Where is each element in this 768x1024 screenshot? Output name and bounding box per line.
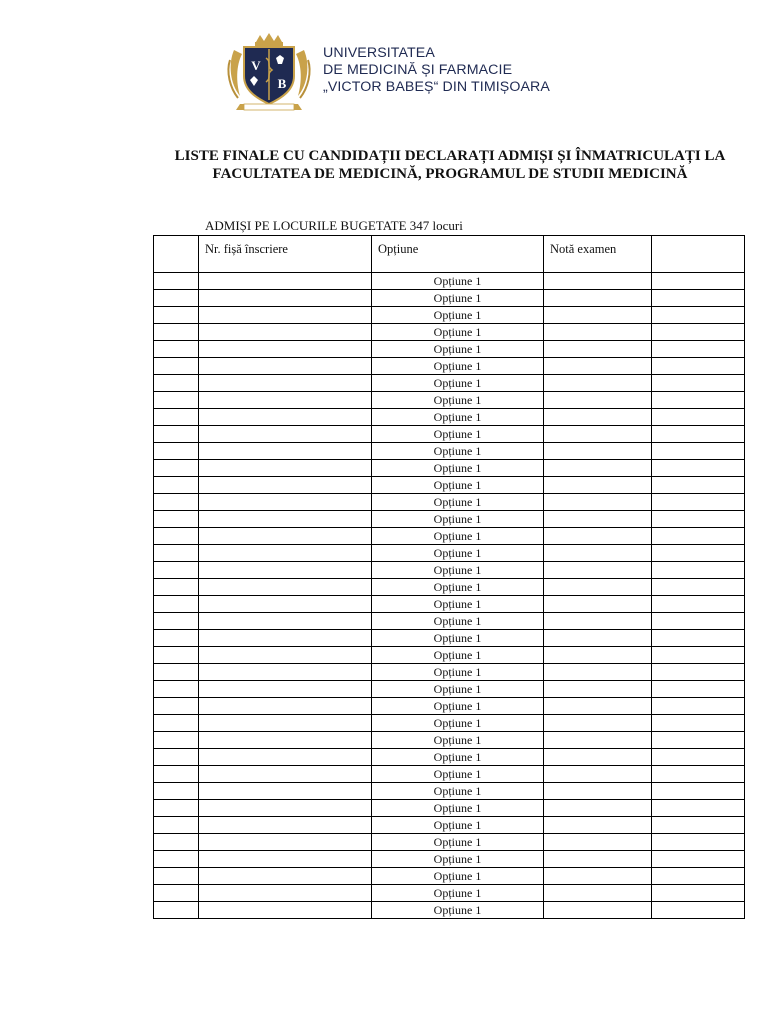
table-row <box>154 273 745 290</box>
cell-nr-fisa <box>199 494 372 511</box>
cell-index <box>154 375 199 392</box>
university-name-line-3: „VICTOR BABEȘ“ DIN TIMIȘOARA <box>323 79 550 95</box>
cell-index <box>154 834 199 851</box>
cell-optiune: Opțiune 1 <box>372 460 544 477</box>
cell-nr-fisa <box>199 443 372 460</box>
cell-nr-fisa <box>199 851 372 868</box>
cell-nota-examen <box>544 698 652 715</box>
cell-index <box>154 647 199 664</box>
cell-optiune: Opțiune 1 <box>372 426 544 443</box>
cell-extra <box>652 749 745 766</box>
cell-nota-examen <box>544 528 652 545</box>
cell-extra <box>652 885 745 902</box>
cell-nota-examen <box>544 409 652 426</box>
cell-nr-fisa <box>199 273 372 290</box>
cell-optiune: Opțiune 1 <box>372 817 544 834</box>
cell-index <box>154 528 199 545</box>
cell-extra <box>652 664 745 681</box>
cell-nr-fisa <box>199 528 372 545</box>
cell-optiune: Opțiune 1 <box>372 664 544 681</box>
table-row <box>154 290 745 307</box>
table-row <box>154 528 745 545</box>
cell-nr-fisa <box>199 885 372 902</box>
admitted-candidates-table <box>153 235 745 919</box>
cell-nr-fisa <box>199 698 372 715</box>
cell-optiune: Opțiune 1 <box>372 579 544 596</box>
cell-nr-fisa <box>199 902 372 919</box>
document-header <box>226 32 566 114</box>
cell-nr-fisa <box>199 732 372 749</box>
cell-index <box>154 766 199 783</box>
table-header-row <box>154 236 745 273</box>
cell-index <box>154 324 199 341</box>
cell-extra <box>652 341 745 358</box>
cell-index <box>154 902 199 919</box>
cell-nr-fisa <box>199 562 372 579</box>
cell-nr-fisa <box>199 358 372 375</box>
cell-index <box>154 613 199 630</box>
cell-nota-examen <box>544 392 652 409</box>
cell-extra <box>652 494 745 511</box>
cell-optiune: Opțiune 1 <box>372 766 544 783</box>
cell-extra <box>652 681 745 698</box>
cell-optiune: Opțiune 1 <box>372 307 544 324</box>
cell-extra <box>652 868 745 885</box>
cell-extra <box>652 783 745 800</box>
table-row <box>154 324 745 341</box>
cell-extra <box>652 800 745 817</box>
cell-nota-examen <box>544 715 652 732</box>
cell-optiune: Opțiune 1 <box>372 511 544 528</box>
cell-index <box>154 783 199 800</box>
cell-index <box>154 341 199 358</box>
cell-nr-fisa <box>199 460 372 477</box>
cell-nota-examen <box>544 851 652 868</box>
document-title-line-1: LISTE FINALE CU CANDIDAȚII DECLARAȚI ADMIȘI ȘI ÎNMATRICULAȚI LA <box>174 148 726 164</box>
university-name-line-2: DE MEDICINĂ ȘI FARMACIE <box>323 62 513 78</box>
cell-nota-examen <box>544 783 652 800</box>
cell-nr-fisa <box>199 630 372 647</box>
cell-nota-examen <box>544 494 652 511</box>
cell-nr-fisa <box>199 766 372 783</box>
cell-index <box>154 868 199 885</box>
cell-nota-examen <box>544 460 652 477</box>
cell-nr-fisa <box>199 375 372 392</box>
cell-nr-fisa <box>199 664 372 681</box>
cell-index <box>154 443 199 460</box>
table-row <box>154 494 745 511</box>
cell-optiune: Opțiune 1 <box>372 647 544 664</box>
cell-extra <box>652 392 745 409</box>
section-title: ADMIȘI PE LOCURILE BUGETATE 347 locuri <box>205 218 463 233</box>
table-row <box>154 732 745 749</box>
cell-index <box>154 392 199 409</box>
cell-optiune: Opțiune 1 <box>372 613 544 630</box>
cell-nr-fisa <box>199 324 372 341</box>
cell-nr-fisa <box>199 868 372 885</box>
cell-index <box>154 749 199 766</box>
cell-index <box>154 596 199 613</box>
table-row <box>154 477 745 494</box>
cell-index <box>154 409 199 426</box>
table-row <box>154 613 745 630</box>
column-header-nota-examen: Notă examen <box>544 236 652 273</box>
cell-nota-examen <box>544 426 652 443</box>
cell-nr-fisa <box>199 392 372 409</box>
table-row <box>154 596 745 613</box>
cell-optiune: Opțiune 1 <box>372 392 544 409</box>
cell-nota-examen <box>544 749 652 766</box>
cell-index <box>154 715 199 732</box>
cell-index <box>154 426 199 443</box>
cell-extra <box>652 851 745 868</box>
column-header-empty-right <box>652 236 745 273</box>
cell-optiune: Opțiune 1 <box>372 375 544 392</box>
cell-nota-examen <box>544 766 652 783</box>
table-row <box>154 460 745 477</box>
table-row <box>154 545 745 562</box>
cell-extra <box>652 324 745 341</box>
cell-nr-fisa <box>199 307 372 324</box>
cell-nr-fisa <box>199 426 372 443</box>
cell-extra <box>652 732 745 749</box>
cell-optiune: Opțiune 1 <box>372 851 544 868</box>
cell-nota-examen <box>544 341 652 358</box>
cell-nota-examen <box>544 664 652 681</box>
table-row <box>154 868 745 885</box>
cell-index <box>154 273 199 290</box>
cell-index <box>154 358 199 375</box>
cell-optiune: Opțiune 1 <box>372 732 544 749</box>
cell-optiune: Opțiune 1 <box>372 477 544 494</box>
cell-extra <box>652 358 745 375</box>
document-title-line-2: FACULTATEA DE MEDICINĂ, PROGRAMUL DE STUDII MEDICINĂ <box>212 166 688 182</box>
table-row <box>154 851 745 868</box>
cell-optiune: Opțiune 1 <box>372 562 544 579</box>
cell-nr-fisa <box>199 511 372 528</box>
cell-optiune: Opțiune 1 <box>372 681 544 698</box>
cell-nr-fisa <box>199 290 372 307</box>
cell-extra <box>652 613 745 630</box>
crest-letter-b: B <box>277 76 287 91</box>
cell-optiune: Opțiune 1 <box>372 868 544 885</box>
table-row <box>154 749 745 766</box>
cell-nota-examen <box>544 562 652 579</box>
table-row <box>154 817 745 834</box>
cell-optiune: Opțiune 1 <box>372 341 544 358</box>
cell-nr-fisa <box>199 681 372 698</box>
cell-optiune: Opțiune 1 <box>372 409 544 426</box>
cell-extra <box>652 307 745 324</box>
cell-optiune: Opțiune 1 <box>372 783 544 800</box>
cell-nota-examen <box>544 885 652 902</box>
table-row <box>154 511 745 528</box>
column-header-optiune: Opțiune <box>372 236 544 273</box>
cell-nota-examen <box>544 732 652 749</box>
cell-optiune: Opțiune 1 <box>372 630 544 647</box>
cell-extra <box>652 273 745 290</box>
cell-nota-examen <box>544 477 652 494</box>
cell-nr-fisa <box>199 647 372 664</box>
cell-optiune: Opțiune 1 <box>372 358 544 375</box>
cell-optiune: Opțiune 1 <box>372 443 544 460</box>
cell-nr-fisa <box>199 341 372 358</box>
table-body <box>154 273 745 919</box>
cell-index <box>154 290 199 307</box>
cell-extra <box>652 698 745 715</box>
cell-optiune: Opțiune 1 <box>372 324 544 341</box>
cell-extra <box>652 562 745 579</box>
cell-index <box>154 817 199 834</box>
cell-nr-fisa <box>199 596 372 613</box>
cell-optiune: Opțiune 1 <box>372 273 544 290</box>
cell-nota-examen <box>544 800 652 817</box>
cell-optiune: Opțiune 1 <box>372 749 544 766</box>
cell-index <box>154 664 199 681</box>
table-row <box>154 885 745 902</box>
cell-nota-examen <box>544 375 652 392</box>
table-row <box>154 698 745 715</box>
cell-extra <box>652 290 745 307</box>
cell-nr-fisa <box>199 715 372 732</box>
cell-extra <box>652 375 745 392</box>
cell-extra <box>652 460 745 477</box>
cell-index <box>154 307 199 324</box>
cell-nr-fisa <box>199 817 372 834</box>
cell-nota-examen <box>544 817 652 834</box>
cell-nota-examen <box>544 647 652 664</box>
cell-nota-examen <box>544 290 652 307</box>
cell-nota-examen <box>544 613 652 630</box>
cell-index <box>154 579 199 596</box>
table-row <box>154 426 745 443</box>
table-row <box>154 630 745 647</box>
cell-nr-fisa <box>199 613 372 630</box>
table-row <box>154 409 745 426</box>
cell-nr-fisa <box>199 800 372 817</box>
cell-nr-fisa <box>199 749 372 766</box>
cell-extra <box>652 545 745 562</box>
table-row <box>154 681 745 698</box>
table-row <box>154 800 745 817</box>
cell-nota-examen <box>544 511 652 528</box>
university-name-line-1: UNIVERSITATEA <box>323 45 435 61</box>
table-row <box>154 766 745 783</box>
cell-nota-examen <box>544 834 652 851</box>
cell-optiune: Opțiune 1 <box>372 800 544 817</box>
cell-nr-fisa <box>199 579 372 596</box>
cell-optiune: Opțiune 1 <box>372 885 544 902</box>
cell-nota-examen <box>544 630 652 647</box>
cell-extra <box>652 630 745 647</box>
table-row <box>154 902 745 919</box>
table-row <box>154 647 745 664</box>
cell-extra <box>652 647 745 664</box>
cell-index <box>154 851 199 868</box>
cell-nota-examen <box>544 358 652 375</box>
table-row <box>154 358 745 375</box>
column-header-nr-fisa: Nr. fișă înscriere <box>199 236 372 273</box>
cell-optiune: Opțiune 1 <box>372 902 544 919</box>
cell-extra <box>652 477 745 494</box>
table-row <box>154 443 745 460</box>
cell-nota-examen <box>544 307 652 324</box>
table-row <box>154 715 745 732</box>
table-row <box>154 783 745 800</box>
cell-index <box>154 460 199 477</box>
cell-extra <box>652 766 745 783</box>
cell-nota-examen <box>544 579 652 596</box>
cell-nota-examen <box>544 681 652 698</box>
cell-optiune: Opțiune 1 <box>372 528 544 545</box>
cell-index <box>154 630 199 647</box>
cell-nota-examen <box>544 443 652 460</box>
table-row <box>154 834 745 851</box>
document-title <box>150 147 750 183</box>
cell-optiune: Opțiune 1 <box>372 290 544 307</box>
cell-index <box>154 494 199 511</box>
crest-letter-v: V <box>251 58 261 73</box>
cell-nota-examen <box>544 545 652 562</box>
table-row <box>154 375 745 392</box>
university-crest-logo <box>226 32 312 114</box>
cell-extra <box>652 426 745 443</box>
cell-index <box>154 885 199 902</box>
cell-index <box>154 732 199 749</box>
cell-nr-fisa <box>199 409 372 426</box>
cell-index <box>154 800 199 817</box>
university-name <box>323 45 550 96</box>
table-row <box>154 664 745 681</box>
cell-nota-examen <box>544 868 652 885</box>
cell-extra <box>652 528 745 545</box>
cell-nota-examen <box>544 596 652 613</box>
cell-nota-examen <box>544 324 652 341</box>
cell-index <box>154 698 199 715</box>
cell-index <box>154 511 199 528</box>
cell-index <box>154 545 199 562</box>
cell-nota-examen <box>544 273 652 290</box>
cell-extra <box>652 443 745 460</box>
cell-index <box>154 562 199 579</box>
cell-extra <box>652 902 745 919</box>
cell-optiune: Opțiune 1 <box>372 596 544 613</box>
cell-nota-examen <box>544 902 652 919</box>
cell-index <box>154 477 199 494</box>
cell-extra <box>652 715 745 732</box>
cell-extra <box>652 409 745 426</box>
cell-nr-fisa <box>199 545 372 562</box>
cell-optiune: Opțiune 1 <box>372 715 544 732</box>
cell-nr-fisa <box>199 477 372 494</box>
cell-extra <box>652 579 745 596</box>
column-header-empty-left <box>154 236 199 273</box>
cell-optiune: Opțiune 1 <box>372 698 544 715</box>
cell-optiune: Opțiune 1 <box>372 834 544 851</box>
cell-optiune: Opțiune 1 <box>372 545 544 562</box>
table-row <box>154 392 745 409</box>
cell-extra <box>652 817 745 834</box>
cell-extra <box>652 511 745 528</box>
table-row <box>154 307 745 324</box>
table-row <box>154 579 745 596</box>
cell-extra <box>652 596 745 613</box>
table-row <box>154 341 745 358</box>
cell-optiune: Opțiune 1 <box>372 494 544 511</box>
cell-nr-fisa <box>199 834 372 851</box>
cell-index <box>154 681 199 698</box>
cell-extra <box>652 834 745 851</box>
table-row <box>154 562 745 579</box>
cell-nr-fisa <box>199 783 372 800</box>
